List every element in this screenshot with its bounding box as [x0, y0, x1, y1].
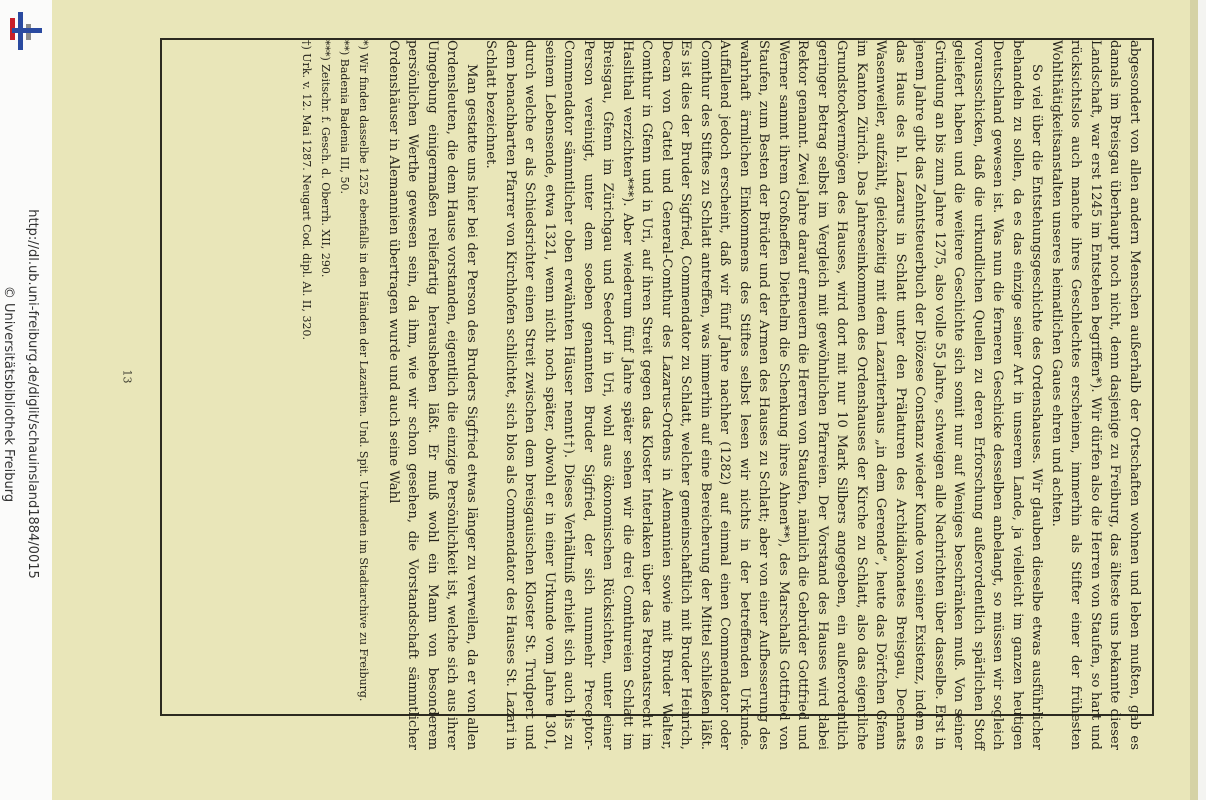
page-edge: [1190, 0, 1198, 800]
copyright-notice: © Universitätsbibliothek Freiburg: [1, 285, 16, 503]
footnote-3: ***) Zeitschr. f. Gesch. d. Oberrh. XII, 290.: [319, 40, 333, 278]
footnote-4: †) Urk. v. 12. Mai 1287. Neugart Cod. dipl. Al. II, 320.: [300, 40, 314, 341]
footnote-2: **) Badenia Badenia III, 50.: [338, 40, 352, 195]
document-url[interactable]: http://dl.ub.uni-freiburg.de/diglit/schauinsland1884/0015: [25, 209, 40, 579]
paragraph-3: Man gestatte uns hier bei der Person des Bruders Sigfried etwas länger zu verweilen, da er von allen Ordensleuten, die dem Hause vorstanden, eigentlich die einzige Persönlichkeit ist, welche sich aus ihrer Umgebung einigermaßen reliefartig herausheben läßt. Er muß wohl ein Mann von besonderem persönlichen Werthe gewesen sein, da ihm, wie wir schon gesehen, die Vorstandschaft sämmtlicher Ordenshäuser in Alemannien übertragen wurde und auch seine Wahl: [386, 40, 479, 750]
library-logo-icon: [2, 10, 44, 50]
paragraph-2: So viel über die Entstehungsgeschichte des Ordenshauses. Wir glauben dieselbe etwas ausführlicher behandeln zu sollen, da es das einzige seiner Art in unserem Lande, ja vielleicht im ganzen heutigen Deutschland gewesen ist. Was nun die ferneren Geschicke desselben anbelangt, so müssen wir sogleich vorausschicken, daß die urkundlichen Quellen zu deren Erforschung außerordentlich spärlichen Stoff geliefert haben und die weitere Geschichte sich somit nur auf Weniges beschränken muß. Von seiner Gründung an bis zum Jahre 1275, also volle 55 Jahre, schweigen alle Nachrichten über dasselbe. Erst in jenem Jahre gibt das Zehntsteuerbuch der Diözese Constanz wieder Kunde von seiner Existenz, indem es das Haus des hl. Lazarus in Schlatt unter den Prälaturen des Archidiakonates Breisgau, Decanats Wasenweiler, aufzählt, gleichzeitig mit dem Lazariterhaus „in dem Gerende“, heute das Dörfchen Gfenn im Kanton Zürich. Das Jahreseinkommen des Ordenshauses der Kirche zu Schlatt, also das eigentliche Grundstockvermögen des Hauses, wird dort mit nur 10 Mark Silbers angegeben, ein außerordentlich geringer Betrag selbst im Vergleich mit gewöhnlichen Pfarreien. Der Vorstand des Hauses wird dabei Rektor genannt. Zwei Jahre darauf erneuern die Herren von Staufen, nämlich die Gebrüder Gottfried und Werner sammt ihrem Großneffen Diethelm die Schenkung ihres Ahnen**), des Marschalls Gottfried von Staufen, zum Besten der Brüder und der Armen des Hauses zu Schlatt; aber von einer Aufbesserung des wahrhaft ärmlichen Einkommens des Stiftes selbst lesen wir nichts in der betreffenden Urkunde. Auffallend jedoch erscheint, daß wir fünf Jahre nachher (1282) auf einmal einen Commendator oder Comthur des Stiftes zu Schlatt antreffen, was immerhin auf eine Bereicherung der Mittel schließen läßt. Es ist dies der Bruder Sigfried, Commendator zu Schlatt, welcher gemeinschaftlich mit Bruder Heinrich, Decan von Cattel und General-Comthur des Lazarus-Ordens in Alemannien sowie mit Bruder Walter, Comthur in Gfenn und in Uri, auf ihren Streit gegen das Kloster Interlaken über das Patronatsrecht im Haslithal verzichten***). Aber wiederum fünf Jahre später sehen wir die drei Comthureien Schlatt im Breisgau, Gfenn im Zürichgau und Seedorf in Uri, wohl aus ökonomischen Rücksichten, unter einer Person vereinigt, unter dem soeben genannten Bruder Sigfried, der sich nunmehr Preceptor-Commendator sämmtlicher oben erwähnten Häuser nennt†). Dieses Verhältniß erhielt sich auch bis zu seinem Lebensende, etwa 1321, wenn nicht noch später, obwohl er in einer Urkunde vom Jahre 1301, durch welche er als Schiedsrichter einen Streit zwischen dem breisgauischen Kloster St. Trudpert und dem benachbarten Pfarrer von Kirchhofen schlichtet, sich blos als Commendator des Hauses St. Lazari in Schlatt bezeichnet.: [483, 40, 1045, 750]
paragraph-1: abgesondert von allen andern Menschen außerhalb der Ortschaften wohnen und leben mußten, gab es damals im Breisgau überhaupt noch nicht, denn dasjenige zu Freiburg, das älteste uns bekannte dieser Landschaft, war erst 1245 im Entstehen begriffen*). Wir dürfen also die Herren von Staufen, so hart und rücksichtslos auch manche ihres Geschlechtes erscheinen, immerhin als Stifter einer der frühesten Wohlthätigkeitsanstalten unseres heimatlichen Gaues ehren und achten.: [1049, 40, 1142, 750]
footnotes: [299, 40, 372, 750]
page-text: [204, 40, 1144, 750]
footnote-1: *) Wir finden dasselbe 1252 ebenfalls in den Händen der Lazariten. Und. Spit. Urkunden im Stadtarchive zu Freiburg.: [357, 40, 371, 702]
viewer-sidebar: [0, 0, 53, 800]
page-number: 13: [120, 369, 134, 384]
